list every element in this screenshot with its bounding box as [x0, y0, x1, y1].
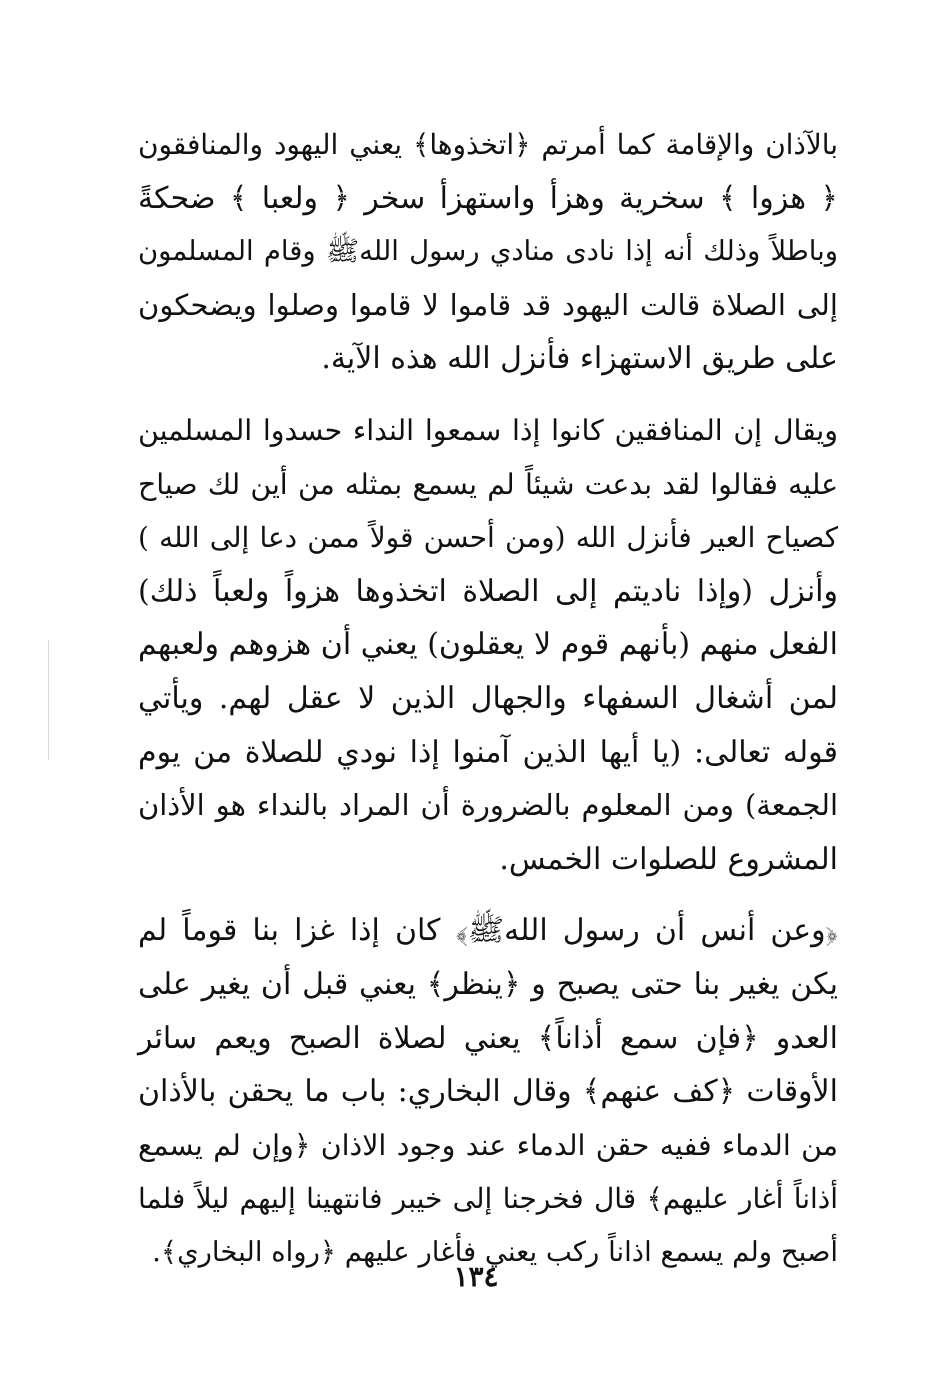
text-line: على طريق الاستهزاء فأنزل الله هذه الآية. [321, 341, 838, 377]
text-line: ويقال إن المنافقين كانوا إذا سمعوا النداء حسدوا المسلمين [138, 413, 838, 447]
text-line: المشروع للصلوات الخمس. [499, 841, 838, 877]
text-line: كصياح العير فأنزل الله (ومن أحسن قولاً ممن دعا إلى الله ) [138, 521, 838, 555]
text-line: عليه فقالوا لقد بدعت شيئاً لم يسمع بمثله من أين لك صياح [138, 467, 838, 501]
text-line: الأوقات ﴿كف عنهم﴾ وقال البخاري: باب ما يحقن بالأذان [138, 1074, 838, 1110]
paragraph-gap [138, 386, 838, 404]
text-line: لمن أشغال السفهاء والجهال الذين لا عقل لهم. ويأتي [138, 680, 838, 716]
text-line: وباطلاً وذلك أنه إذا نادى منادي رسول اللهﷺ وقام المسلمون [138, 236, 838, 268]
text-line: الفعل منهم (بأنهم قوم لا يعقلون) يعني أن هزوهم ولعبهم [138, 627, 838, 663]
page-number: ١٣٤ [453, 1260, 499, 1293]
paragraph-2 [138, 404, 838, 886]
book-page-text [138, 118, 838, 1279]
text-line: الجمعة) ومن المعلوم بالضرورة أن المراد بالنداء هو الأذان [138, 788, 838, 823]
text-line: من الدماء ففيه حقن الدماء عند وجود الاذان ﴿وإن لم يسمع [138, 1128, 838, 1162]
text-line: ﴿ هزوا ﴾ سخرية وهزأ واستهزأ سخر ﴿ ولعبا ﴾ ضحكةً [138, 180, 838, 216]
text-line: قوله تعالى: (يا أيها الذين آمنوا إذا نودي للصلاة من يوم [138, 734, 838, 770]
text-line: وأنزل (وإذا ناديتم إلى الصلاة اتخذوها هزواً ولعباً ذلك) [138, 573, 838, 609]
text-line: يكن يغير بنا حتى يصبح و ﴿ينظر﴾ يعني قبل أن يغير على [138, 966, 838, 1002]
text-line: ﴿وعن أنس أن رسول اللهﷺ﴾ كان إذا غزا بنا قوماً لم [138, 913, 838, 949]
scan-edge-mark [48, 640, 49, 760]
text-line: أصبح ولم يسمع اذاناً ركب يعني فأغار عليهم ﴿رواه البخاري﴾. [152, 1235, 838, 1268]
paragraph-gap [138, 886, 838, 904]
text-line: العدو ﴿فإن سمع أذاناً﴾ يعني لصلاة الصبح ويعم سائر [138, 1020, 838, 1056]
text-line: بالآذان والإقامة كما أمرتم ﴿اتخذوها﴾ يعني اليهود والمنافقون [138, 128, 838, 161]
text-line: أذاناً أغار عليهم﴾ قال فخرجنا إلى خيبر فانتهينا إليهم ليلاً فلما [138, 1182, 838, 1216]
paragraph-1 [138, 118, 838, 386]
text-line: إلى الصلاة قالت اليهود قد قاموا لا قاموا وصلوا ويضحكون [138, 287, 838, 322]
paragraph-3 [138, 904, 838, 1279]
